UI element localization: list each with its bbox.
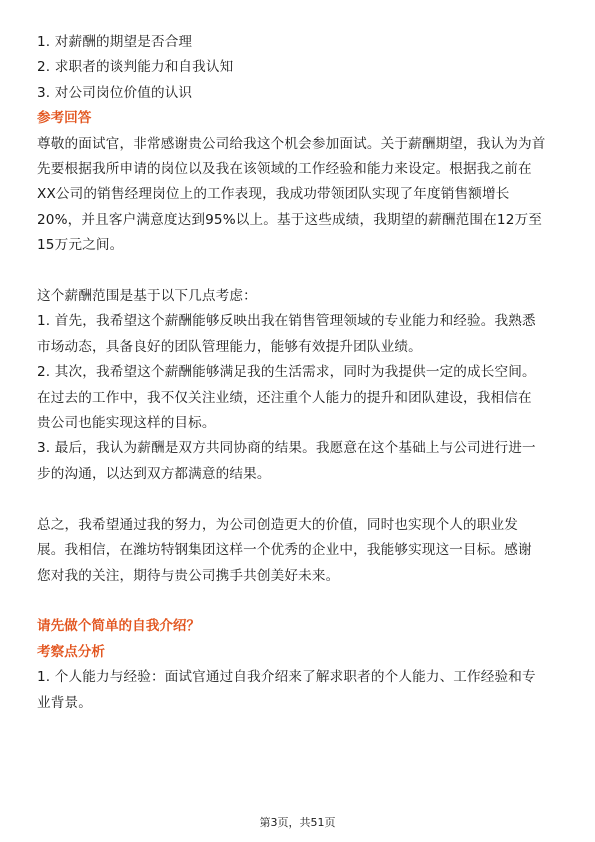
paragraph-line: 1. 个人能力与经验：面试官通过自我介绍来了解求职者的个人能力、工作经验和专 <box>37 669 536 686</box>
paragraph-line: 在过去的工作中，我不仅关注业绩，还注重个人能力的提升和团队建设，我相信在 <box>37 389 532 406</box>
paragraph-line: 这个薪酬范围是基于以下几点考虑： <box>37 288 257 305</box>
factors-paragraph <box>37 284 559 487</box>
criteria-item: 3. 对公司岗位价值的认识 <box>37 84 193 101</box>
analysis-paragraph <box>37 665 559 716</box>
page-number-footer: 第3页，共51页 <box>259 816 336 829</box>
conclusion-paragraph <box>37 513 559 589</box>
paragraph-gap <box>37 487 559 512</box>
paragraph-line: XX公司的销售经理岗位上的工作表现，我成功带领团队实现了年度销售额增长 <box>37 186 510 203</box>
paragraph-line: 您对我的关注，期待与贵公司携手共创美好未来。 <box>37 567 340 584</box>
evaluation-criteria-list <box>37 30 559 106</box>
analysis-heading: 考察点分析 <box>37 643 105 660</box>
paragraph-line: 尊敬的面试官，非常感谢贵公司给我这个机会参加面试。关于薪酬期望，我认为为首 <box>37 135 546 152</box>
criteria-item: 1. 对薪酬的期望是否合理 <box>37 34 193 50</box>
paragraph-line: 3. 最后，我认为薪酬是双方共同协商的结果。我愿意在这个基础上与公司进行进一 <box>37 440 536 457</box>
question-heading: 请先做个简单的自我介绍？ <box>37 618 201 635</box>
paragraph-line: 市场动态，具备良好的团队管理能力，能够有效提升团队业绩。 <box>37 338 422 355</box>
paragraph-line: 总之，我希望通过我的努力，为公司创造更大的价值，同时也实现个人的职业发 <box>37 516 519 533</box>
paragraph-line: 步的沟通，以达到双方都满意的结果。 <box>37 465 271 482</box>
criteria-item: 2. 求职者的谈判能力和自我认知 <box>37 59 234 76</box>
paragraph-line: 1. 首先，我希望这个薪酬能够反映出我在销售管理领域的专业能力和经验。我熟悉 <box>37 313 536 330</box>
paragraph-gap <box>37 589 559 614</box>
reference-answer-heading: 参考回答 <box>37 110 92 127</box>
paragraph-line: 展。我相信，在潍坊特钢集团这样一个优秀的企业中，我能够实现这一目标。感谢 <box>37 542 532 559</box>
paragraph-line: 20%，并且客户满意度达到95%以上。基于这些成绩，我期望的薪酬范围在12万至 <box>37 211 542 228</box>
paragraph-line: 先要根据我所申请的岗位以及我在该领域的工作经验和能力来设定。根据我之前在 <box>37 161 532 178</box>
answer-paragraph <box>37 132 559 259</box>
paragraph-line: 贵公司也能实现这样的目标。 <box>37 415 216 432</box>
paragraph-line: 业背景。 <box>37 694 92 711</box>
paragraph-line: 2. 其次，我希望这个薪酬能够满足我的生活需求，同时为我提供一定的成长空间。 <box>37 364 536 381</box>
paragraph-gap <box>37 259 559 284</box>
page-content <box>37 30 559 716</box>
paragraph-line: 15万元之间。 <box>37 237 124 254</box>
